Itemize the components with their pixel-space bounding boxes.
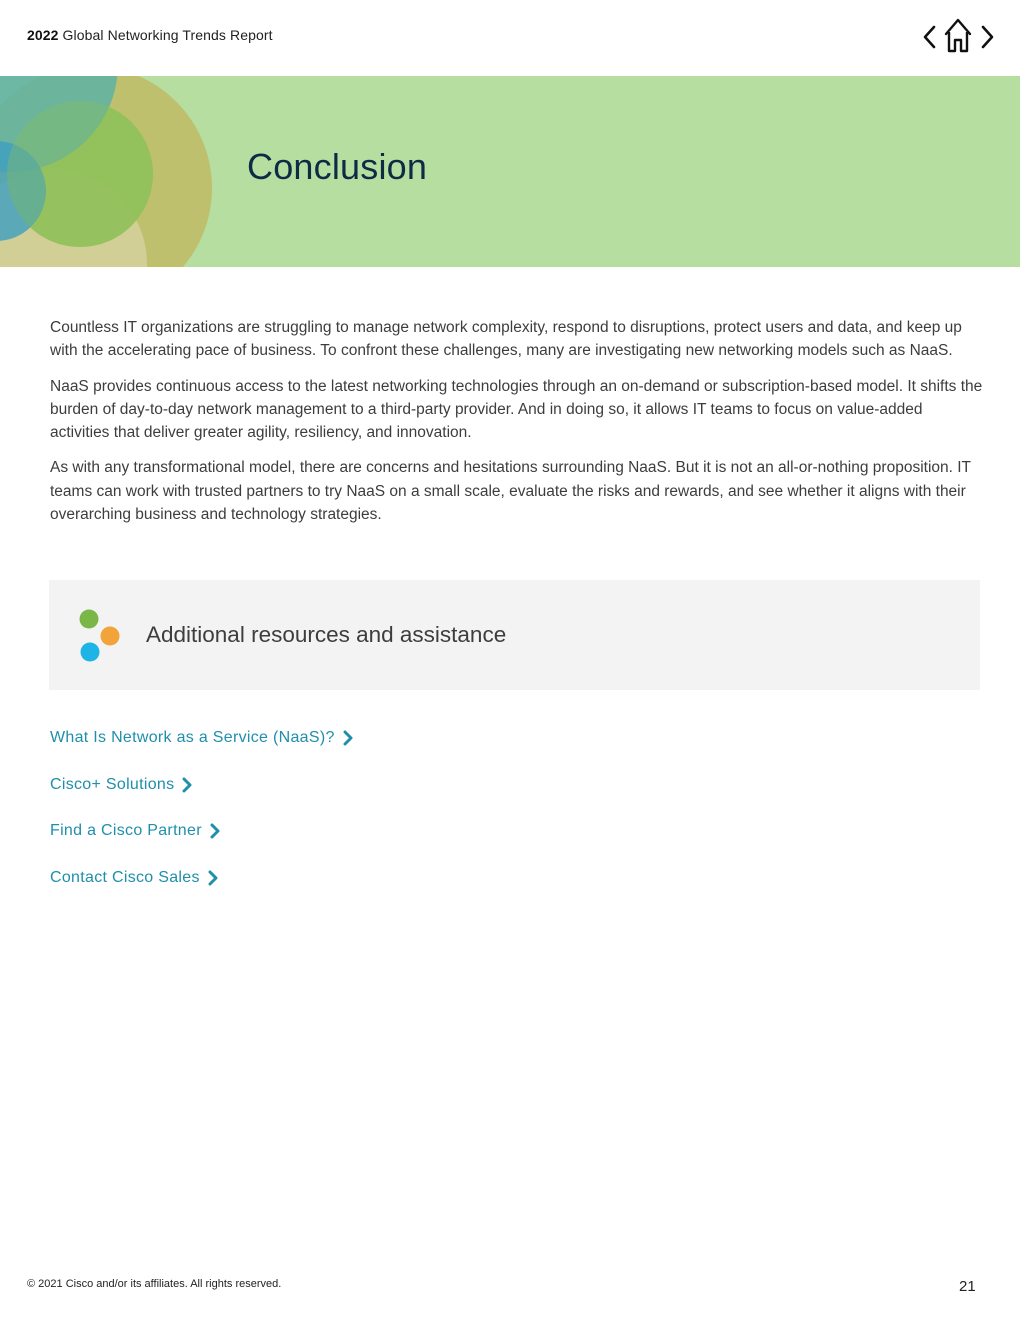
link-cisco-plus-solutions[interactable] bbox=[50, 774, 353, 796]
report-name: Global Networking Trends Report bbox=[62, 27, 273, 43]
decorative-circles-art bbox=[0, 76, 260, 267]
page-number: 21 bbox=[959, 1278, 976, 1295]
copyright-notice: © 2021 Cisco and/or its affiliates. All rights reserved. bbox=[27, 1278, 282, 1290]
link-label: Find a Cisco Partner bbox=[50, 822, 202, 839]
resources-heading: Additional resources and assistance bbox=[146, 622, 507, 647]
link-find-cisco-partner[interactable] bbox=[50, 820, 353, 842]
body-text bbox=[50, 316, 985, 538]
paragraph: Countless IT organizations are struggling to manage network complexity, respond to disruptions, protect users and data, and keep up with the accelerating pace of business. To confront these challenges, many are investigating new networking models such as NaaS. bbox=[50, 319, 962, 360]
chevron-left-icon[interactable] bbox=[920, 16, 938, 56]
section-banner bbox=[0, 76, 1020, 267]
chevron-right-icon bbox=[208, 870, 218, 886]
chevron-right-icon bbox=[343, 730, 353, 746]
chevron-right-icon bbox=[182, 777, 192, 793]
paragraph: As with any transformational model, there are concerns and hesitations surrounding NaaS. But it is not an all-or-nothing proposition. IT teams can work with trusted partners to try NaaS on a small scale, evaluate the risks and rewards, and see whether it aligns with their overarching business and technology strategies. bbox=[50, 459, 971, 524]
chevron-right-icon[interactable] bbox=[978, 16, 996, 56]
three-dots-icon bbox=[77, 608, 125, 664]
page-navigation bbox=[918, 16, 998, 56]
link-label: Contact Cisco Sales bbox=[50, 868, 200, 886]
resources-callout bbox=[49, 580, 980, 690]
resource-links bbox=[50, 727, 353, 913]
link-what-is-naas[interactable] bbox=[50, 727, 353, 749]
paragraph: NaaS provides continuous access to the latest networking technologies through an on-demand or subscription-based model. It shifts the burden of day-to-day network management to a third-party provider. And in doing so, it allows IT teams to focus on value-added activities that deliver greater agility, resiliency, and innovation. bbox=[50, 377, 983, 442]
link-contact-cisco-sales[interactable] bbox=[50, 867, 353, 889]
home-icon[interactable] bbox=[941, 16, 975, 56]
report-title bbox=[27, 27, 273, 43]
chevron-right-icon bbox=[210, 823, 220, 839]
link-label: Cisco+ Solutions bbox=[50, 775, 175, 793]
page-title: Conclusion bbox=[247, 146, 428, 187]
link-label: What Is Network as a Service (NaaS)? bbox=[50, 729, 335, 746]
report-year: 2022 bbox=[27, 27, 59, 43]
